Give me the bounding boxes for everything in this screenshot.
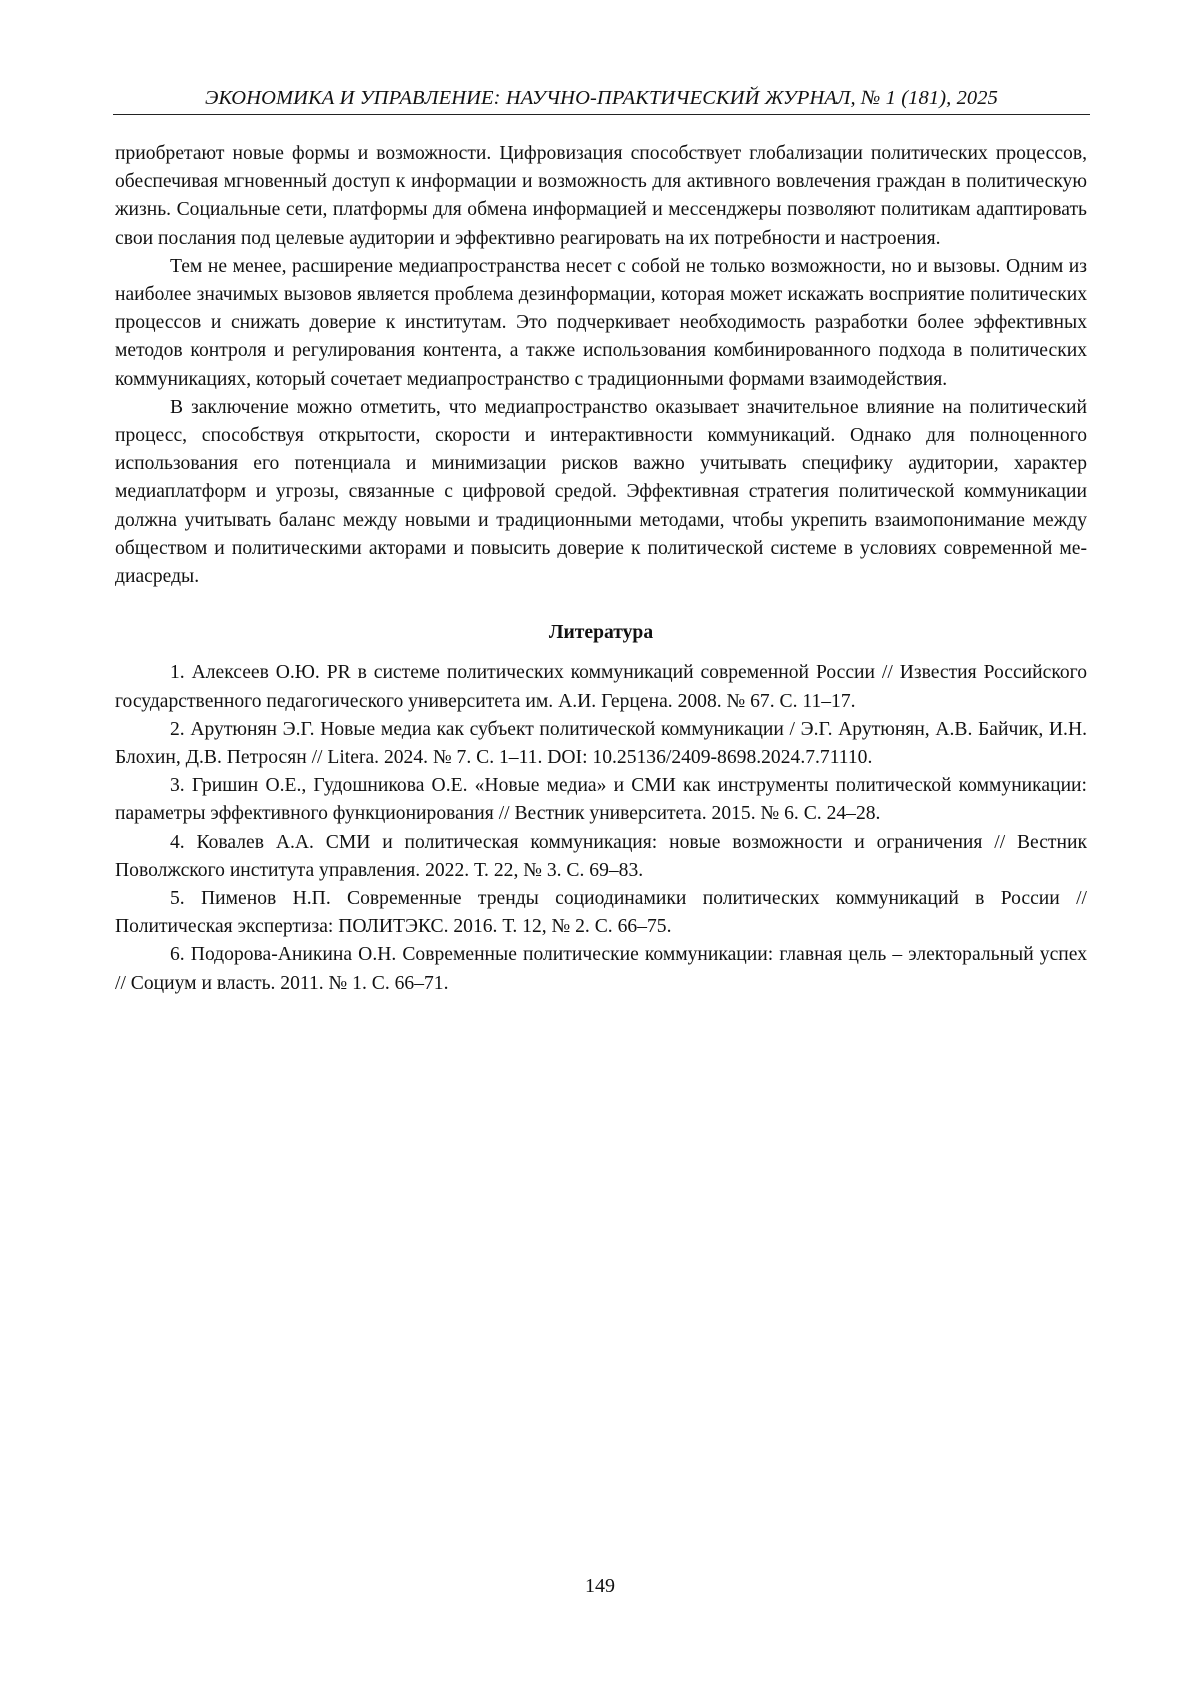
reference-item: 3. Гришин О.Е., Гудошникова О.Е. «Новые медиа» и СМИ как инструменты политической коммуникации: параметры эффективного функционирования // Вестник университета. 2015. № 6. С. 24–28. xyxy=(115,772,1087,828)
reference-item: 2. Арутюнян Э.Г. Новые медиа как субъект политической коммуникации / Э.Г. Арутюнян, А.В. Байчик, И.Н. Блохин, Д.В. Петросян // Litera. 2024. № 7. С. 1–11. DOI: 10.25136/2409-8698.2024.7.71110. xyxy=(115,716,1087,772)
journal-page xyxy=(0,0,1200,1698)
paragraph: Тем не менее, расширение медиапространства несет с собой не только возможности, но и вызовы. Одним из наиболее значимых вызовов является проблема дезинформации, которая мо­жет искажать восприятие политических процессов и снижать доверие к институтам. Это под­черкивает необходимость разработки более эффективных методов контроля и регулирования контента, а также использования комбинированного подхода в политических коммуникациях, который сочетает медиапространство с традиционными формами взаимодействия. xyxy=(115,253,1087,394)
reference-item: 5. Пименов Н.П. Современные тренды социодинамики политических коммуникаций в России // Политическая экспертиза: ПОЛИТЭКС. 2016. Т. 12, № 2. С. 66–75. xyxy=(115,885,1087,941)
references-heading: Литература xyxy=(115,619,1087,647)
page-number: 149 xyxy=(0,1575,1200,1598)
header-divider xyxy=(113,114,1090,115)
article-body xyxy=(115,140,1087,998)
paragraph-continuation: приобретают новые формы и возможности. Цифровизация способствует глобализации полити­ческих процессов, обеспечивая мгновенный доступ к информации и возможность для активного вовлечения граждан в политическую жизнь. Социальные сети, платформы для обмена инфор­мацией и мессенджеры позволяют политикам адаптировать свои послания под целевые аудитории и эффективно реагировать на их потребности и настроения. xyxy=(115,140,1087,253)
reference-item: 4. Ковалев А.А. СМИ и политическая коммуникация: новые возможности и ограничения // Вестник Поволжского института управления. 2022. Т. 22, № 3. С. 69–83. xyxy=(115,829,1087,885)
paragraph: В заключение можно отметить, что медиапространство оказывает значительное влияние на политический процесс, способствуя открытости, скорости и интерактивности коммуникаций. Однако для полноценного использования его потенциала и минимизации рисков важно учиты­вать специфику аудитории, характер медиаплатформ и угрозы, связанные с цифровой средой. Эффективная стратегия политической коммуникации должна учитывать баланс между новыми и традиционными методами, чтобы укрепить взаимопонимание между обществом и политиче­скими акторами и повысить доверие к политической системе в условиях современной ме­диасреды. xyxy=(115,394,1087,591)
reference-item: 6. Подорова-Аникина О.Н. Современные политические коммуникации: главная цель – электоральный успех // Социум и власть. 2011. № 1. С. 66–71. xyxy=(115,941,1087,997)
reference-item: 1. Алексеев О.Ю. PR в системе политических коммуникаций современной России // Изве­стия Российского государственного педагогического университета им. А.И. Герцена. 2008. № 67. С. 11–17. xyxy=(115,659,1087,715)
running-header: ЭКОНОМИКА И УПРАВЛЕНИЕ: НАУЧНО-ПРАКТИЧЕСКИЙ ЖУРНАЛ, № 1 (181), 2025 xyxy=(113,86,1090,110)
